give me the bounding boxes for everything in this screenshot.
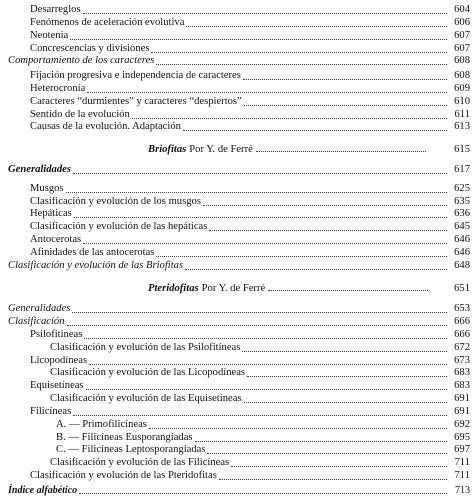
toc-entry-page: 711 [454,470,470,481]
toc-entry-page: 683 [454,367,470,379]
toc-subentry [50,367,470,379]
toc-entry [30,96,470,108]
toc-entry [30,43,470,55]
leader-dots [244,104,447,106]
leader-dots [242,350,447,352]
toc-entry-label: Comportamiento de los caracteres [8,55,155,67]
toc-entry-label: Generalidades [8,303,71,315]
leader-dots [203,204,447,206]
leader-dots [83,12,447,14]
toc-entry [30,109,470,121]
leader-dots [83,242,447,244]
leader-dots [74,216,447,218]
toc-entry-label: Sentido de la evolución [30,108,130,120]
toc-entry-label: Caracteres “durmientes” y caracteres “despiertos” [30,95,242,107]
leader-dots [151,51,447,53]
toc-entry-page: 646 [454,234,470,245]
toc-entry-label: Psilofitíneas [30,328,83,340]
leader-dots [244,401,447,403]
toc-entry-label: Musgos [30,182,64,194]
toc-entry-page: 613 [454,121,470,133]
toc-entry-page: 691 [454,405,470,417]
toc-entry [30,4,470,16]
leader-dots [86,388,447,390]
toc-entry-label: Índice alfabético [8,485,78,496]
toc-entry-page: 697 [454,444,470,456]
toc-entry-page: 609 [454,82,470,94]
toc-entry-label: Licopodíneas [30,354,88,366]
toc-entry-label: Clasificación y evolución de los musgos [30,195,201,207]
leader-dots [243,78,447,80]
toc-entry [30,355,470,367]
toc-entry-label: Hepáticas [30,208,72,220]
section-heading-title: Pteridofitas [148,283,199,295]
toc-entry [30,470,470,482]
toc-entry-page: 695 [454,431,470,443]
toc-section-entry [8,303,470,315]
toc-subentry [50,393,470,405]
toc-entry-label: Clasificación y evolución de las Licopodíneas [50,367,246,379]
toc-entry-label: Equisetíneas [30,380,84,392]
toc-entry-page: 691 [454,393,470,404]
leader-dots [73,172,447,174]
leader-dots [72,311,447,313]
leader-dots [183,129,447,131]
toc-entry-page: 666 [454,316,470,327]
section-heading-pteridofitas [148,283,431,295]
toc-entry-page: 611 [454,108,470,120]
leader-dots [209,229,447,231]
toc-section-entry [8,55,470,67]
section-heading-page: 615 [454,144,470,156]
leader-dots [256,150,426,152]
toc-entry [30,30,470,42]
leader-dots [149,427,447,429]
toc-entry-page: 610 [454,95,470,107]
toc-entry [30,121,470,133]
leader-dots [66,191,447,193]
section-heading-author: Por Y. de Ferré [189,144,253,156]
toc-entry-label: Fijación progresiva e independencia de caracteres [30,70,241,82]
toc-entry-page: 608 [454,70,470,82]
toc-entry [30,380,470,392]
toc-entry [30,70,470,82]
toc-entry-page: 646 [454,246,470,258]
toc-section-entry [8,316,470,328]
leader-dots [156,255,447,257]
toc-subentry [56,419,470,431]
leader-dots [84,337,447,339]
toc-entry [30,221,470,233]
toc-entry [30,183,470,195]
toc-entry-page: 607 [454,42,470,54]
leader-dots [268,289,428,291]
leader-dots [73,414,447,416]
leader-dots [89,363,447,365]
toc-entry-page: 666 [454,328,470,340]
toc-entry-page: 635 [454,195,470,207]
toc-entry [30,17,470,29]
toc-entry-label: Causas de la evolución. Adaptación [30,121,181,133]
toc-entry-label: Fenómenos de aceleración evolutiva [30,16,185,28]
toc-entry-page: 606 [454,16,470,28]
toc-entry-page: 645 [454,221,470,233]
toc-entry-label: Clasificación y evolución de las Filicíneas [50,457,230,469]
toc-entry [30,208,470,220]
toc-subentry [56,444,470,456]
toc-entry-page: 672 [454,341,470,353]
leader-dots [156,63,447,65]
toc-entry-page: 617 [454,163,470,175]
leader-dots [67,324,448,326]
toc-entry [30,83,470,95]
toc-entry-page: 636 [454,208,470,220]
toc-subentry [50,457,470,469]
section-heading-title: Briofitas [148,144,187,156]
section-heading-briofitas [148,144,429,156]
toc-entry-label: Neotenia [30,29,69,41]
toc-index-entry [8,485,470,496]
toc-entry-page: 673 [454,354,470,366]
toc-entry-page: 608 [454,55,470,67]
leader-dots [195,440,447,442]
toc-entry-page: 607 [454,29,470,41]
toc-entry [30,406,470,418]
toc-entry-label: C. — Filicíneas Leptosporangiadas [56,444,206,456]
toc-entry-label: Clasificación [8,316,65,327]
toc-entry-label: Clasificación y evolución de las Briofitas [8,259,184,271]
toc-entry-page: 625 [454,182,470,194]
leader-dots [247,375,447,377]
toc-entry [30,329,470,341]
toc-entry [30,247,470,259]
leader-dots [219,478,447,480]
toc-subentry [56,432,470,444]
toc-entry-label: Clasificación y evolución de las Psilofitíneas [50,341,241,353]
leader-dots [185,268,447,270]
toc-entry-label: Clasificación y evolución de las Equisetíneas [50,393,242,404]
leader-dots [79,492,447,494]
toc-entry-label: Desarreglos [30,3,81,15]
leader-dots [231,465,447,467]
toc-section-entry [8,260,470,272]
leader-dots [207,452,447,454]
toc-entry-page: 648 [454,259,470,271]
toc-entry-page: 692 [454,418,470,430]
toc-entry [30,196,470,208]
toc-entry-label: Antocerotas [30,234,82,245]
toc-entry-label: B. — Filicíneas Eusporangiadas [56,431,193,443]
toc-subentry [50,342,470,354]
toc-section-entry [8,164,470,176]
toc-entry-page: 604 [454,3,470,15]
toc-entry-label: Clasificación y evolución de las hepáticas [30,221,208,233]
toc-entry-page: 711 [454,457,470,469]
toc-entry-label: Generalidades [8,163,71,175]
leader-dots [132,117,447,119]
section-heading-author: Por Y. de Ferré [201,283,266,295]
toc-entry-label: Clasificación y evolución de las Pteridofitas [30,470,217,481]
toc-entry-label: Afinidades de las antocerotas [30,246,155,258]
toc-entry [30,234,470,246]
toc-entry-page: 653 [454,303,470,315]
toc-entry-page: 713 [455,485,470,496]
toc-entry-label: Concrescencias y divisiones [30,42,150,54]
leader-dots [87,91,447,93]
toc-entry-label: Filicíneas [30,405,72,417]
leader-dots [70,38,447,40]
toc-entry-label: A. — Primofilicíneas [56,418,147,430]
leader-dots [186,25,447,27]
toc-entry-label: Heterocronía [30,82,86,94]
section-heading-page: 651 [454,283,470,295]
toc-entry-page: 683 [454,380,470,392]
